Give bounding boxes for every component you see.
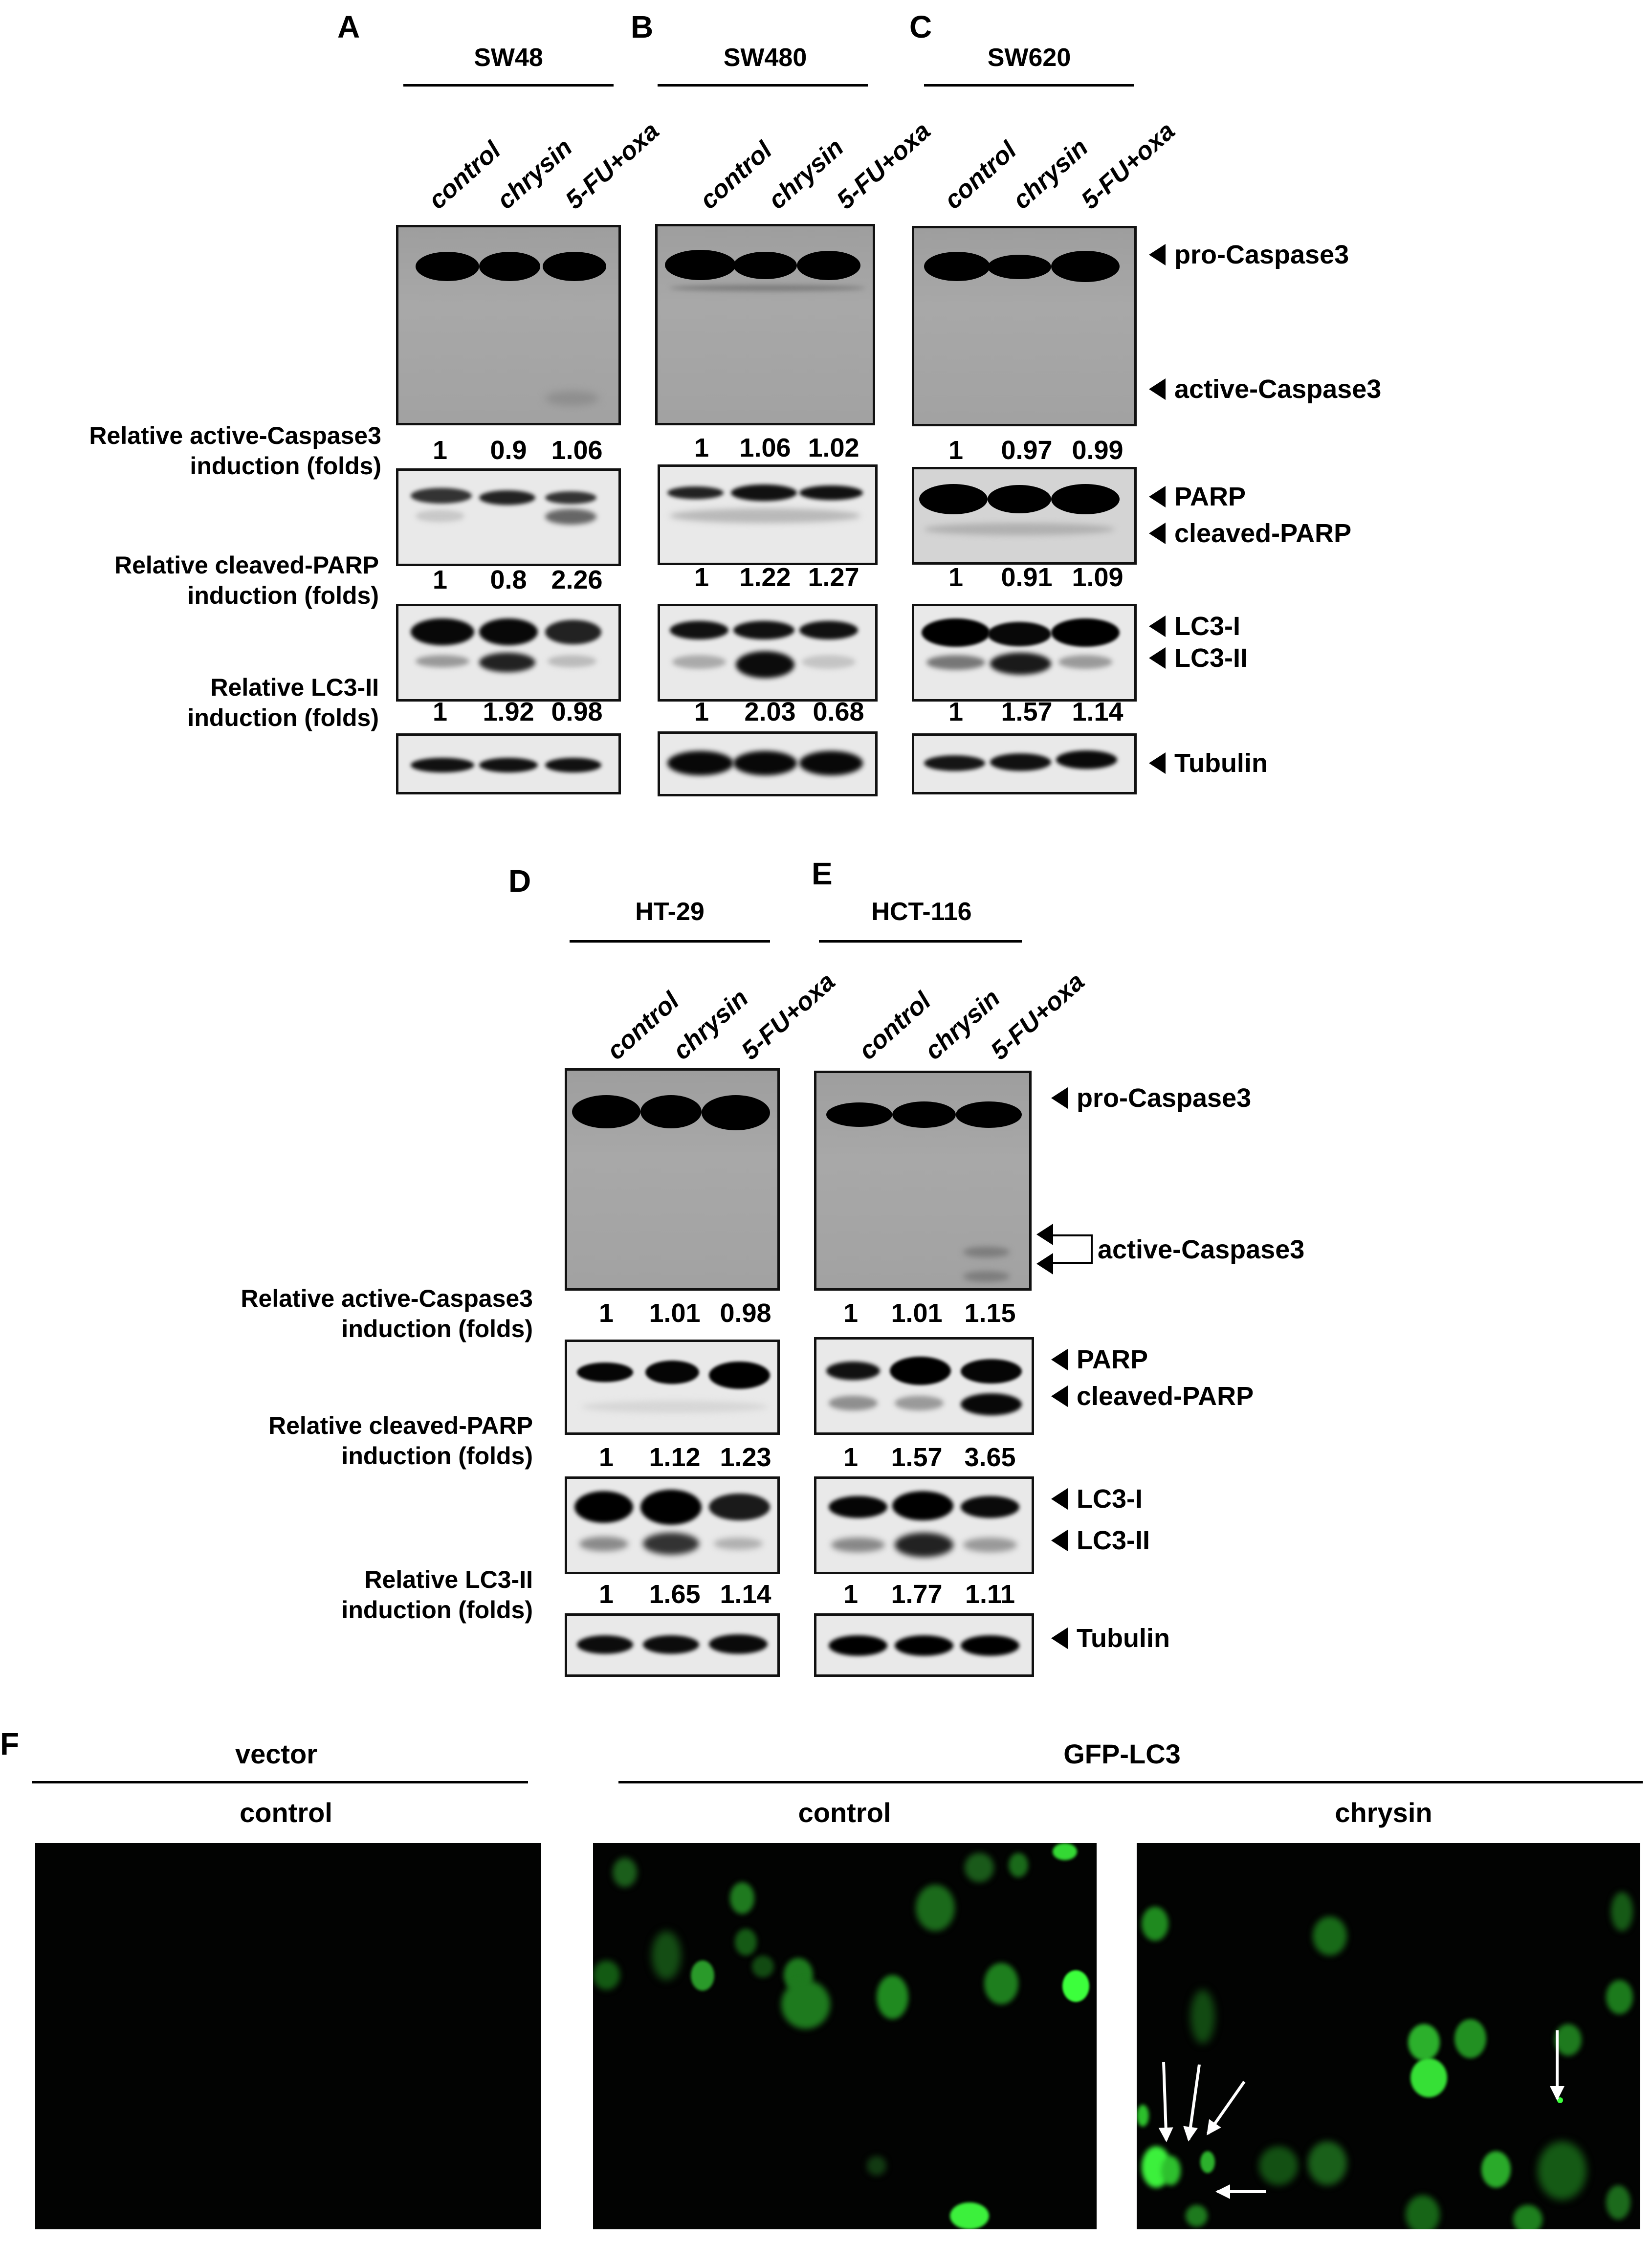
lane-label-chrysin: chrysin: [491, 133, 578, 215]
value: 0.99: [1072, 436, 1123, 465]
value: 1: [843, 1443, 859, 1472]
panel-d-letter: D: [508, 863, 531, 899]
micrograph-gfp-lc3-control: [593, 1843, 1097, 2229]
cell-line-sw620: SW620: [987, 44, 1071, 72]
blot-caspase3-ht29: [565, 1068, 780, 1291]
value: 1.01: [891, 1298, 943, 1328]
arrowhead-icon: [1051, 1349, 1068, 1370]
lane-label-control: control: [853, 987, 937, 1066]
condition-label-chrysin: chrysin: [1335, 1797, 1432, 1828]
value: 1.12: [649, 1443, 701, 1472]
lane-label-5fu-oxa: 5-FU+oxa: [1076, 116, 1181, 215]
blot-parp-sw480: [658, 464, 878, 565]
condition-label-control: control: [798, 1797, 891, 1828]
marker-pro-caspase3: pro-Caspase3: [1149, 240, 1349, 270]
value: 1.15: [964, 1298, 1016, 1328]
quant-label-cleaved-parp: Relative cleaved-PARP induction (folds): [268, 1412, 533, 1470]
marker-parp: PARP: [1149, 482, 1246, 512]
lane-label-5fu-oxa: 5-FU+oxa: [736, 967, 841, 1066]
blot-parp-hct116: [814, 1337, 1034, 1435]
arrowhead-icon: [1149, 486, 1166, 507]
condition-label-control: control: [240, 1797, 332, 1828]
marker-pro-caspase3: pro-Caspase3: [1051, 1083, 1251, 1113]
arrow-icon: [1162, 2062, 1168, 2140]
quant-label-active-caspase3: Relative active-Caspase3 induction (folds): [89, 422, 381, 480]
arrow-icon: [1556, 2030, 1559, 2099]
arrowhead-icon: [1149, 523, 1166, 544]
value: 0.8: [490, 565, 527, 594]
value: 0.98: [551, 697, 603, 726]
arrowhead-icon: [1051, 1530, 1068, 1551]
lane-label-control: control: [601, 987, 685, 1066]
blot-caspase3-sw480: [655, 224, 875, 425]
cell-line-hct116: HCT-116: [871, 898, 972, 926]
lane-label-chrysin: chrysin: [667, 984, 754, 1066]
value: 0.68: [813, 697, 864, 726]
arrowhead-icon: [1051, 1087, 1068, 1109]
arrowhead-icon: [1051, 1385, 1068, 1407]
value: 1: [598, 1443, 614, 1472]
value: 1: [948, 697, 964, 726]
marker-parp: PARP: [1051, 1344, 1148, 1375]
marker-tubulin: Tubulin: [1149, 748, 1268, 778]
divider-line: [570, 940, 770, 943]
divider-line: [32, 1781, 528, 1783]
value: 1: [432, 697, 448, 726]
lane-label-5fu-oxa: 5-FU+oxa: [831, 116, 936, 215]
arrowhead-icon: [1036, 1224, 1053, 1245]
quant-label-lc3-ii: Relative LC3-II induction (folds): [187, 674, 379, 731]
value: 1.65: [649, 1580, 701, 1609]
cell-line-sw480: SW480: [723, 44, 807, 72]
blot-lc3-ht29: [565, 1476, 780, 1574]
panel-a-letter: A: [337, 9, 360, 44]
marker-active-caspase3-bracket: [1049, 1234, 1093, 1264]
value: 1: [694, 563, 709, 592]
lane-label-5fu-oxa: 5-FU+oxa: [985, 967, 1090, 1066]
value: 1: [694, 433, 709, 462]
arrowhead-icon: [1149, 647, 1166, 669]
lane-label-chrysin: chrysin: [763, 133, 849, 215]
value: 1.57: [1001, 697, 1053, 726]
value: 0.91: [1001, 563, 1053, 592]
group-label-gfp-lc3: GFP-LC3: [1063, 1738, 1181, 1769]
value: 1.06: [739, 433, 791, 462]
cell-line-ht29: HT-29: [635, 898, 705, 926]
value: 1.23: [720, 1443, 771, 1472]
value: 1: [694, 697, 709, 726]
value: 2.26: [551, 565, 603, 594]
marker-cleaved-parp: cleaved-PARP: [1149, 518, 1351, 549]
blot-lc3-hct116: [814, 1476, 1034, 1574]
marker-active-caspase3: active-Caspase3: [1098, 1235, 1305, 1264]
panel-e-letter: E: [812, 856, 833, 891]
value: 1.02: [808, 433, 859, 462]
divider-line: [618, 1781, 1643, 1783]
lane-label-control: control: [694, 136, 778, 215]
value: 1.11: [965, 1580, 1015, 1609]
blot-parp-ht29: [565, 1340, 780, 1435]
value: 1.14: [1072, 697, 1123, 726]
arrowhead-icon: [1051, 1488, 1068, 1510]
marker-lc3-ii: LC3-II: [1149, 643, 1248, 673]
micrograph-gfp-lc3-chrysin: [1137, 1843, 1640, 2229]
value: 0.9: [490, 436, 527, 465]
arrowhead-icon: [1051, 1627, 1068, 1649]
divider-line: [658, 84, 868, 87]
value: 0.97: [1001, 436, 1053, 465]
quant-label-cleaved-parp: Relative cleaved-PARP induction (folds): [114, 551, 379, 609]
blot-lc3-sw480: [658, 604, 878, 702]
quant-label-lc3-ii: Relative LC3-II induction (folds): [341, 1566, 533, 1624]
lane-label-chrysin: chrysin: [1007, 133, 1094, 215]
marker-active-caspase3: active-Caspase3: [1149, 374, 1381, 404]
lane-label-control: control: [939, 136, 1022, 215]
arrow-icon: [1207, 2081, 1245, 2134]
blot-tubulin-sw480: [658, 731, 878, 796]
divider-line: [403, 84, 614, 87]
value: 1.06: [551, 436, 603, 465]
value: 1: [843, 1298, 859, 1328]
marker-lc3-i: LC3-I: [1051, 1484, 1143, 1514]
value: 1: [598, 1580, 614, 1609]
value: 1.22: [739, 563, 791, 592]
marker-lc3-i: LC3-I: [1149, 611, 1240, 641]
blot-caspase3-sw48: [396, 225, 621, 425]
blot-caspase3-hct116: [814, 1071, 1032, 1291]
cell-line-sw48: SW48: [474, 44, 543, 72]
divider-line: [819, 940, 1022, 943]
panel-c-letter: C: [909, 9, 932, 44]
arrowhead-icon: [1149, 752, 1166, 774]
blot-parp-sw620: [912, 467, 1137, 565]
marker-lc3-ii: LC3-II: [1051, 1525, 1150, 1556]
arrow-icon: [1217, 2190, 1266, 2193]
value: 1: [948, 563, 964, 592]
value: 1.27: [808, 563, 859, 592]
value: 1.01: [649, 1298, 701, 1328]
panel-b-letter: B: [631, 9, 654, 44]
divider-line: [924, 84, 1134, 87]
blot-lc3-sw620: [912, 604, 1137, 702]
value: 2.03: [744, 697, 796, 726]
panel-f-letter: F: [0, 1726, 20, 1761]
lane-label-5fu-oxa: 5-FU+oxa: [560, 116, 665, 215]
group-label-vector: vector: [235, 1738, 318, 1769]
blot-tubulin-sw620: [912, 733, 1137, 794]
marker-cleaved-parp: cleaved-PARP: [1051, 1381, 1254, 1411]
value: 1: [432, 436, 448, 465]
blot-tubulin-sw48: [396, 733, 621, 794]
value: 1.92: [483, 697, 534, 726]
value: 1.57: [891, 1443, 943, 1472]
value: 1: [432, 565, 448, 594]
value: 1: [843, 1580, 859, 1609]
value: 1: [948, 436, 964, 465]
micrograph-vector-control: [35, 1843, 541, 2229]
marker-tubulin: Tubulin: [1051, 1623, 1170, 1653]
value: 1.77: [891, 1580, 943, 1609]
arrow-icon: [1187, 2065, 1201, 2140]
lane-label-control: control: [423, 136, 507, 215]
value: 3.65: [964, 1443, 1016, 1472]
value: 0.98: [720, 1298, 771, 1328]
arrowhead-icon: [1149, 378, 1166, 400]
arrowhead-icon: [1036, 1253, 1053, 1275]
blot-caspase3-sw620: [912, 226, 1137, 426]
blot-parp-sw48: [396, 468, 621, 566]
value: 1.09: [1072, 563, 1123, 592]
value: 1.14: [720, 1580, 771, 1609]
arrowhead-icon: [1149, 244, 1166, 265]
arrowhead-icon: [1149, 616, 1166, 637]
lane-label-chrysin: chrysin: [919, 984, 1006, 1066]
quant-label-active-caspase3: Relative active-Caspase3 induction (folds): [241, 1285, 533, 1342]
blot-lc3-sw48: [396, 604, 621, 702]
value: 1: [598, 1298, 614, 1328]
blot-tubulin-ht29: [565, 1613, 780, 1677]
blot-tubulin-hct116: [814, 1613, 1034, 1677]
